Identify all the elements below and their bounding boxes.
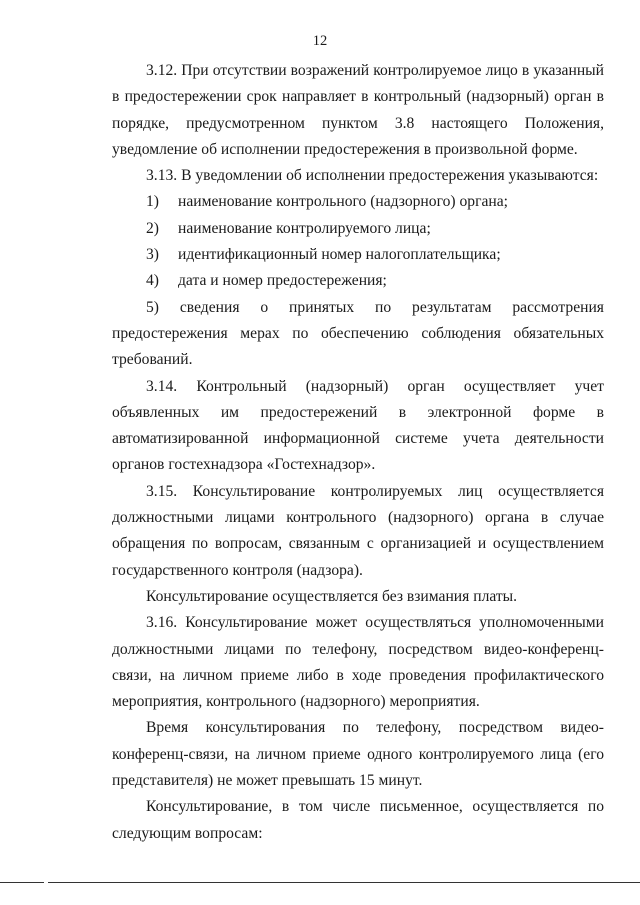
list-item-text: идентификационный номер налогоплательщика; xyxy=(178,246,501,264)
paragraph-3-16: 3.16. Консультирование может осуществляться уполномоченными должностными лицами по телефону, посредством видео-конференц-связи, на личном приеме либо в ходе проведения профилактического мероприятия, контрольного (надзорного) мероприятия. xyxy=(112,614,604,711)
paragraph-3-15: 3.15. Консультирование контролируемых лиц осуществляется должностными лицами контрольного (надзорного) органа в случае обращения по вопросам, связанным с организацией и осуществлением государственного контроля (надзора). xyxy=(112,482,604,579)
list-item-number: 5) xyxy=(146,298,159,316)
list-item xyxy=(112,216,604,242)
paragraph-3-16-topics: Консультирование, в том числе письменное, осуществляется по следующим вопросам: xyxy=(112,798,604,842)
list-item-number: 2) xyxy=(146,219,159,237)
list-item xyxy=(112,268,604,294)
document-body xyxy=(112,58,604,847)
paragraph-3-12: 3.12. При отсутствии возражений контролируемое лицо в указанный в предостережении срок направляет в контрольный (надзорный) орган в порядке, предусмотренном пунктом 3.8 настоящего Положения, уведомление об исполнении предостережения в произвольной форме. xyxy=(112,62,604,158)
paragraph-3-16-time: Время консультирования по телефону, посредством видео-конференц-связи, на личном приеме одного контролируемого лица (его представителя) не может превышать 15 минут. xyxy=(112,719,604,790)
list-item-text: дата и номер предостережения; xyxy=(178,272,387,290)
list-item xyxy=(112,189,604,215)
list-item-5 xyxy=(112,295,604,374)
list-item-number: 1) xyxy=(146,193,159,211)
list-item-text: сведения о принятых по результатам рассмотрения предостережения мерах по обеспечению соблюдения обязательных требований. xyxy=(112,298,604,369)
list-item xyxy=(112,242,604,268)
list-item-number: 3) xyxy=(146,246,159,264)
list-item-text: наименование контрольного (надзорного) органа; xyxy=(178,193,508,211)
paragraph-3-14: 3.14. Контрольный (надзорный) орган осуществляет учет объявленных им предостережений в электронной форме в автоматизированной информационной системе учета деятельности органов гостехнадзора «Гостехнадзор». xyxy=(112,377,604,474)
page-number: 12 xyxy=(312,33,328,49)
footer-rule xyxy=(0,882,44,883)
paragraph-3-13: 3.13. В уведомлении об исполнении предостережения указываются: xyxy=(146,167,599,185)
footer-rule xyxy=(48,882,640,883)
paragraph-3-15-fee: Консультирование осуществляется без взимания платы. xyxy=(146,587,518,605)
list-item-number: 4) xyxy=(146,272,159,290)
list-item-text: наименование контролируемого лица; xyxy=(178,219,431,237)
